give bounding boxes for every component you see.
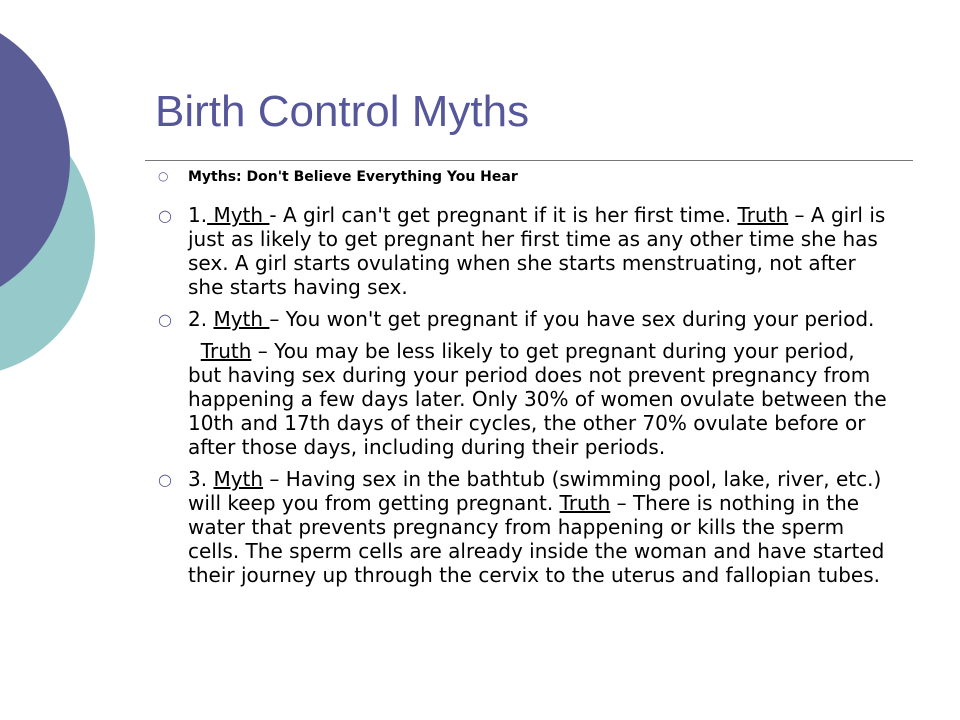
slide-title: Birth Control Myths	[155, 87, 530, 136]
truth-label: Truth	[200, 339, 252, 364]
hollow-circle-bullet-icon: ○	[158, 206, 172, 226]
title-divider	[145, 160, 913, 161]
truth-paragraph-2	[158, 339, 893, 459]
myth-item-1	[158, 203, 893, 299]
myth-label: Myth	[213, 467, 264, 492]
truth-label: Truth	[737, 203, 789, 228]
myth-item-2	[158, 307, 893, 331]
slide-content	[158, 168, 893, 595]
subheading-text: Myths: Don't Believe Everything You Hear	[188, 169, 518, 185]
truth-text: – A girl is just as likely to get pregnant her first time as any other time she has sex. A girl starts ovulating when she starts menstruating, not after she starts having sex.	[188, 203, 886, 300]
myth-text: – You won't get pregnant if you have sex during your period.	[269, 307, 875, 332]
myth-label: Myth	[213, 307, 270, 332]
myth-text: – Having sex in the bathtub (swimming pool, lake, river, etc.) will keep you from getting pregnant.	[188, 467, 882, 516]
myth-text: - A girl can't get pregnant if it is her first time.	[269, 203, 732, 228]
truth-label: Truth	[559, 491, 611, 516]
item-number: 2.	[188, 307, 208, 332]
truth-text: – You may be less likely to get pregnant during your period, but having sex during your period does not prevent pregnancy from happening a few days later. Only 30% of women ovulate between the 10th and 17th days of their cycles, the other 70% ovulate before or after those days, including during their periods.	[188, 339, 887, 460]
myth-item-3	[158, 467, 893, 587]
hollow-circle-bullet-icon: ○	[158, 470, 172, 490]
hollow-circle-bullet-icon: ○	[158, 169, 169, 183]
myth-label: Myth	[207, 203, 270, 228]
truth-text: – There is nothing in the water that prevents pregnancy from happening or kills the sperm cells. The sperm cells are already inside the woman and have started their journey up through the cervix to the uterus and fallopian tubes.	[188, 491, 885, 588]
item-number: 1.	[188, 203, 208, 228]
subheading-bullet	[158, 168, 893, 186]
item-number: 3.	[188, 467, 208, 492]
hollow-circle-bullet-icon: ○	[158, 310, 172, 330]
